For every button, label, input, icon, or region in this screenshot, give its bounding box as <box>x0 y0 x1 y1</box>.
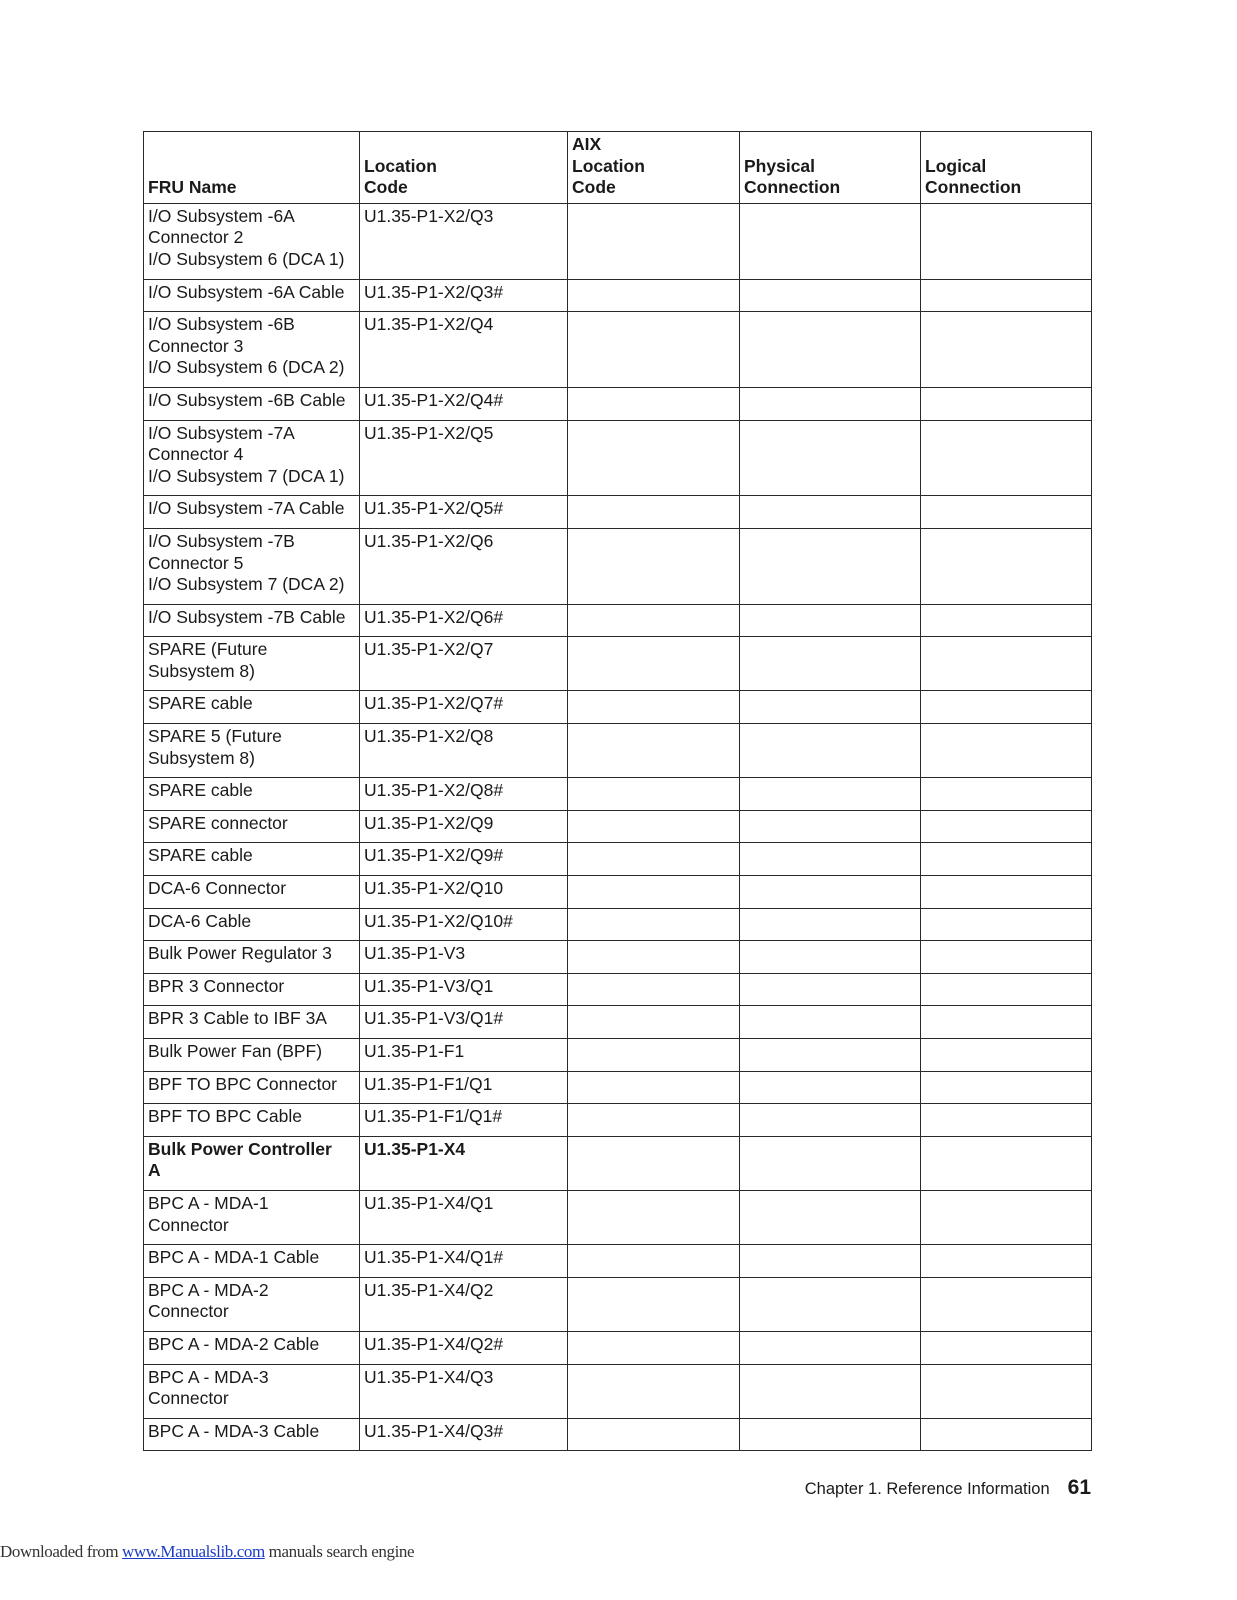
location-code-cell <box>360 387 568 420</box>
aix-location-code-cell <box>568 1418 740 1451</box>
cell-text: U1.35-P1-X2/Q9# <box>364 845 504 866</box>
fru-name-cell <box>144 778 360 811</box>
location-code-cell <box>360 973 568 1006</box>
physical-connection-cell <box>740 1039 921 1072</box>
logical-connection-cell <box>921 1277 1092 1331</box>
logical-connection-cell <box>921 604 1092 637</box>
cell-text: U1.35-P1-X4/Q1 <box>364 1192 494 1213</box>
physical-connection-cell <box>740 1104 921 1137</box>
header-logical-connection: Logical Connection <box>921 132 1092 204</box>
logical-connection-cell <box>921 691 1092 724</box>
logical-connection-cell <box>921 843 1092 876</box>
logical-connection-cell <box>921 1136 1092 1190</box>
location-code-cell <box>360 203 568 279</box>
cell-text: U1.35-P1-X4/Q3# <box>364 1420 504 1441</box>
cell-text: Bulk Power Regulator 3 <box>148 943 332 964</box>
table-row <box>144 1136 1092 1190</box>
fru-name-cell <box>144 1418 360 1451</box>
table-row <box>144 1006 1092 1039</box>
location-code-cell <box>360 1071 568 1104</box>
cell-text: U1.35-P1-F1 <box>364 1041 465 1061</box>
table-row <box>144 1418 1092 1451</box>
aix-location-code-cell <box>568 203 740 279</box>
table-row <box>144 1364 1092 1418</box>
table-row <box>144 691 1092 724</box>
physical-connection-cell <box>740 1331 921 1364</box>
cell-text: U1.35-P1-X2/Q6 <box>364 530 494 551</box>
physical-connection-cell <box>740 420 921 496</box>
location-code-cell <box>360 1006 568 1039</box>
cell-text: SPARE (Future Subsystem 8) <box>148 639 268 681</box>
location-code-cell <box>360 1136 568 1190</box>
logical-connection-cell <box>921 1071 1092 1104</box>
cell-text: I/O Subsystem -7B Connector 5 I/O Subsystem 7 (DCA 2) <box>148 530 345 595</box>
cell-text: SPARE cable <box>148 693 253 714</box>
cell-text: U1.35-P1-X2/Q10# <box>364 910 513 931</box>
physical-connection-cell <box>740 810 921 843</box>
physical-connection-cell <box>740 1245 921 1278</box>
cell-text: U1.35-P1-X2/Q8 <box>364 726 494 747</box>
cell-text: U1.35-P1-X2/Q3 <box>364 205 494 226</box>
fru-name-cell <box>144 1136 360 1190</box>
location-code-cell <box>360 1331 568 1364</box>
logical-connection-cell <box>921 1245 1092 1278</box>
table-row <box>144 908 1092 941</box>
cell-text: SPARE connector <box>148 812 288 833</box>
table-row <box>144 1245 1092 1278</box>
location-code-cell <box>360 908 568 941</box>
fru-name-cell <box>144 420 360 496</box>
physical-connection-cell <box>740 203 921 279</box>
header-fru-name: FRU Name <box>144 132 360 204</box>
logical-connection-cell <box>921 973 1092 1006</box>
cell-text: BPC A - MDA-1 Cable <box>148 1247 320 1268</box>
physical-connection-cell <box>740 1418 921 1451</box>
cell-text: U1.35-P1-F1/Q1# <box>364 1106 503 1127</box>
cell-text: BPC A - MDA-1 Connector <box>148 1192 269 1235</box>
cell-text: I/O Subsystem -6B Cable <box>148 389 346 410</box>
location-code-cell <box>360 941 568 974</box>
cell-text: U1.35-P1-X2/Q8# <box>364 780 504 801</box>
cell-text: SPARE 5 (Future Subsystem 8) <box>148 726 282 768</box>
cell-text: U1.35-P1-V3/Q1 <box>364 975 494 996</box>
physical-connection-cell <box>740 908 921 941</box>
table-row <box>144 843 1092 876</box>
cell-text: U1.35-P1-X2/Q9 <box>364 812 494 833</box>
aix-location-code-cell <box>568 1364 740 1418</box>
aix-location-code-cell <box>568 496 740 529</box>
aix-location-code-cell <box>568 1190 740 1244</box>
fru-name-cell <box>144 691 360 724</box>
logical-connection-cell <box>921 279 1092 312</box>
fru-name-cell <box>144 1006 360 1039</box>
physical-connection-cell <box>740 1364 921 1418</box>
fru-name-cell <box>144 496 360 529</box>
cell-text: U1.35-P1-X4/Q1# <box>364 1247 504 1268</box>
logical-connection-cell <box>921 1190 1092 1244</box>
logical-connection-cell <box>921 203 1092 279</box>
fru-name-cell <box>144 941 360 974</box>
cell-text: Bulk Power Controller A <box>148 1138 332 1181</box>
logical-connection-cell <box>921 496 1092 529</box>
cell-text: U1.35-P1-X2/Q6# <box>364 606 504 627</box>
logical-connection-cell <box>921 810 1092 843</box>
aix-location-code-cell <box>568 876 740 909</box>
cell-text: I/O Subsystem -7A Connector 4 I/O Subsystem 7 (DCA 1) <box>148 422 345 486</box>
cell-text: BPF TO BPC Cable <box>148 1106 302 1127</box>
aix-location-code-cell <box>568 973 740 1006</box>
logical-connection-cell <box>921 420 1092 496</box>
logical-connection-cell <box>921 941 1092 974</box>
cell-text: BPR 3 Connector <box>148 975 285 996</box>
cell-text: I/O Subsystem -7A Cable <box>148 498 345 519</box>
cell-text: U1.35-P1-X2/Q4 <box>364 314 494 335</box>
location-code-cell <box>360 778 568 811</box>
location-code-cell <box>360 810 568 843</box>
logical-connection-cell <box>921 908 1092 941</box>
fru-name-cell <box>144 1245 360 1278</box>
aix-location-code-cell <box>568 941 740 974</box>
fru-name-cell <box>144 1071 360 1104</box>
table-row <box>144 810 1092 843</box>
table-row <box>144 604 1092 637</box>
cell-text: U1.35-P1-V3 <box>364 943 466 964</box>
table-row <box>144 637 1092 691</box>
physical-connection-cell <box>740 1136 921 1190</box>
fru-name-cell <box>144 810 360 843</box>
cell-text: BPC A - MDA-3 Connector <box>148 1366 269 1409</box>
location-code-cell <box>360 528 568 604</box>
cell-text: I/O Subsystem -6B Connector 3 I/O Subsystem 6 (DCA 2) <box>148 314 345 378</box>
location-code-cell <box>360 637 568 691</box>
page-footer <box>700 1476 1091 1500</box>
fru-name-cell <box>144 312 360 388</box>
fru-name-cell <box>144 843 360 876</box>
location-code-cell <box>360 1190 568 1244</box>
page-number: 61 <box>1067 1476 1091 1499</box>
aix-location-code-cell <box>568 843 740 876</box>
physical-connection-cell <box>740 1071 921 1104</box>
physical-connection-cell <box>740 279 921 312</box>
table-row <box>144 496 1092 529</box>
location-code-cell <box>360 724 568 778</box>
logical-connection-cell <box>921 876 1092 909</box>
manualslib-link[interactable]: www.Manualslib.com <box>122 1542 265 1561</box>
aix-location-code-cell <box>568 528 740 604</box>
aix-location-code-cell <box>568 1006 740 1039</box>
physical-connection-cell <box>740 843 921 876</box>
cell-text: I/O Subsystem -7B Cable <box>148 606 346 627</box>
table-row <box>144 1331 1092 1364</box>
fru-name-cell <box>144 528 360 604</box>
physical-connection-cell <box>740 1277 921 1331</box>
table-body <box>144 203 1092 1451</box>
logical-connection-cell <box>921 1006 1092 1039</box>
fru-name-cell <box>144 908 360 941</box>
physical-connection-cell <box>740 691 921 724</box>
logical-connection-cell <box>921 724 1092 778</box>
location-code-cell <box>360 691 568 724</box>
aix-location-code-cell <box>568 1331 740 1364</box>
fru-name-cell <box>144 637 360 691</box>
aix-location-code-cell <box>568 1039 740 1072</box>
physical-connection-cell <box>740 604 921 637</box>
table-row <box>144 778 1092 811</box>
logical-connection-cell <box>921 1104 1092 1137</box>
cell-text: I/O Subsystem -6A Connector 2 I/O Subsystem 6 (DCA 1) <box>148 205 345 269</box>
cell-text: I/O Subsystem -6A Cable <box>148 281 345 302</box>
fru-name-cell <box>144 876 360 909</box>
table-row <box>144 1071 1092 1104</box>
physical-connection-cell <box>740 778 921 811</box>
logical-connection-cell <box>921 637 1092 691</box>
physical-connection-cell <box>740 1006 921 1039</box>
aix-location-code-cell <box>568 1136 740 1190</box>
fru-name-cell <box>144 604 360 637</box>
table-row <box>144 279 1092 312</box>
aix-location-code-cell <box>568 604 740 637</box>
table-row <box>144 1104 1092 1137</box>
fru-name-cell <box>144 973 360 1006</box>
logical-connection-cell <box>921 1418 1092 1451</box>
watermark-prefix: Downloaded from <box>0 1542 123 1561</box>
location-code-cell <box>360 1364 568 1418</box>
physical-connection-cell <box>740 496 921 529</box>
table-row <box>144 420 1092 496</box>
location-code-cell <box>360 876 568 909</box>
download-watermark <box>0 1542 414 1562</box>
header-aix-location-code: AIX Location Code <box>568 132 740 204</box>
fru-name-cell <box>144 1039 360 1072</box>
aix-location-code-cell <box>568 810 740 843</box>
cell-text: BPC A - MDA-2 Connector <box>148 1279 269 1322</box>
aix-location-code-cell <box>568 387 740 420</box>
physical-connection-cell <box>740 387 921 420</box>
fru-name-cell <box>144 279 360 312</box>
cell-text: DCA-6 Connector <box>148 878 287 899</box>
cell-text: U1.35-P1-X2/Q5# <box>364 498 504 519</box>
cell-text: BPC A - MDA-2 Cable <box>148 1333 320 1354</box>
fru-name-cell <box>144 1190 360 1244</box>
table-row <box>144 1039 1092 1072</box>
logical-connection-cell <box>921 1039 1092 1072</box>
physical-connection-cell <box>740 312 921 388</box>
fru-name-cell <box>144 387 360 420</box>
aix-location-code-cell <box>568 637 740 691</box>
cell-text: U1.35-P1-V3/Q1# <box>364 1008 504 1029</box>
header-row <box>144 132 1092 204</box>
cell-text: U1.35-P1-X4/Q2# <box>364 1333 504 1354</box>
cell-text: U1.35-P1-X2/Q5 <box>364 422 494 443</box>
physical-connection-cell <box>740 973 921 1006</box>
cell-text: BPF TO BPC Connector <box>148 1073 338 1094</box>
logical-connection-cell <box>921 312 1092 388</box>
cell-text: U1.35-P1-F1/Q1 <box>364 1073 493 1094</box>
table-row <box>144 203 1092 279</box>
cell-text: U1.35-P1-X4 <box>364 1138 466 1159</box>
physical-connection-cell <box>740 528 921 604</box>
aix-location-code-cell <box>568 691 740 724</box>
cell-text: Bulk Power Fan (BPF) <box>148 1041 323 1061</box>
location-code-cell <box>360 1277 568 1331</box>
location-code-cell <box>360 312 568 388</box>
aix-location-code-cell <box>568 1245 740 1278</box>
table-row <box>144 312 1092 388</box>
aix-location-code-cell <box>568 724 740 778</box>
location-code-cell <box>360 1039 568 1072</box>
location-code-cell <box>360 496 568 529</box>
table-row <box>144 387 1092 420</box>
fru-name-cell <box>144 1277 360 1331</box>
table-row <box>144 973 1092 1006</box>
physical-connection-cell <box>740 941 921 974</box>
location-code-cell <box>360 1104 568 1137</box>
cell-text: SPARE cable <box>148 845 253 866</box>
cell-text: U1.35-P1-X2/Q4# <box>364 389 504 410</box>
aix-location-code-cell <box>568 420 740 496</box>
fru-name-cell <box>144 203 360 279</box>
aix-location-code-cell <box>568 1071 740 1104</box>
fru-name-cell <box>144 724 360 778</box>
aix-location-code-cell <box>568 1277 740 1331</box>
fru-location-table <box>143 131 1092 1451</box>
logical-connection-cell <box>921 1364 1092 1418</box>
cell-text: BPR 3 Cable to IBF 3A <box>148 1008 327 1029</box>
cell-text: BPC A - MDA-3 Cable <box>148 1420 320 1441</box>
cell-text: SPARE cable <box>148 780 253 801</box>
table-row <box>144 1190 1092 1244</box>
cell-text: U1.35-P1-X2/Q10 <box>364 878 504 899</box>
cell-text: DCA-6 Cable <box>148 910 252 931</box>
table-row <box>144 1277 1092 1331</box>
location-code-cell <box>360 604 568 637</box>
cell-text: U1.35-P1-X4/Q2 <box>364 1279 494 1300</box>
aix-location-code-cell <box>568 1104 740 1137</box>
logical-connection-cell <box>921 528 1092 604</box>
location-code-cell <box>360 279 568 312</box>
physical-connection-cell <box>740 637 921 691</box>
aix-location-code-cell <box>568 778 740 811</box>
fru-name-cell <box>144 1331 360 1364</box>
header-location-code: Location Code <box>360 132 568 204</box>
location-code-cell <box>360 420 568 496</box>
table-header <box>144 132 1092 204</box>
location-code-cell <box>360 843 568 876</box>
aix-location-code-cell <box>568 312 740 388</box>
chapter-title: Chapter 1. Reference Information <box>804 1480 1050 1498</box>
fru-name-cell <box>144 1364 360 1418</box>
table-row <box>144 724 1092 778</box>
cell-text: U1.35-P1-X2/Q7 <box>364 639 494 660</box>
cell-text: U1.35-P1-X4/Q3 <box>364 1366 494 1387</box>
header-physical-connection: Physical Connection <box>740 132 921 204</box>
physical-connection-cell <box>740 1190 921 1244</box>
table-row <box>144 528 1092 604</box>
logical-connection-cell <box>921 778 1092 811</box>
cell-text: U1.35-P1-X2/Q7# <box>364 693 504 714</box>
physical-connection-cell <box>740 724 921 778</box>
aix-location-code-cell <box>568 908 740 941</box>
watermark-suffix: manuals search engine <box>264 1542 415 1561</box>
aix-location-code-cell <box>568 279 740 312</box>
physical-connection-cell <box>740 876 921 909</box>
table-row <box>144 941 1092 974</box>
location-code-cell <box>360 1418 568 1451</box>
table-row <box>144 876 1092 909</box>
fru-name-cell <box>144 1104 360 1137</box>
logical-connection-cell <box>921 1331 1092 1364</box>
cell-text: U1.35-P1-X2/Q3# <box>364 281 504 302</box>
location-code-cell <box>360 1245 568 1278</box>
logical-connection-cell <box>921 387 1092 420</box>
